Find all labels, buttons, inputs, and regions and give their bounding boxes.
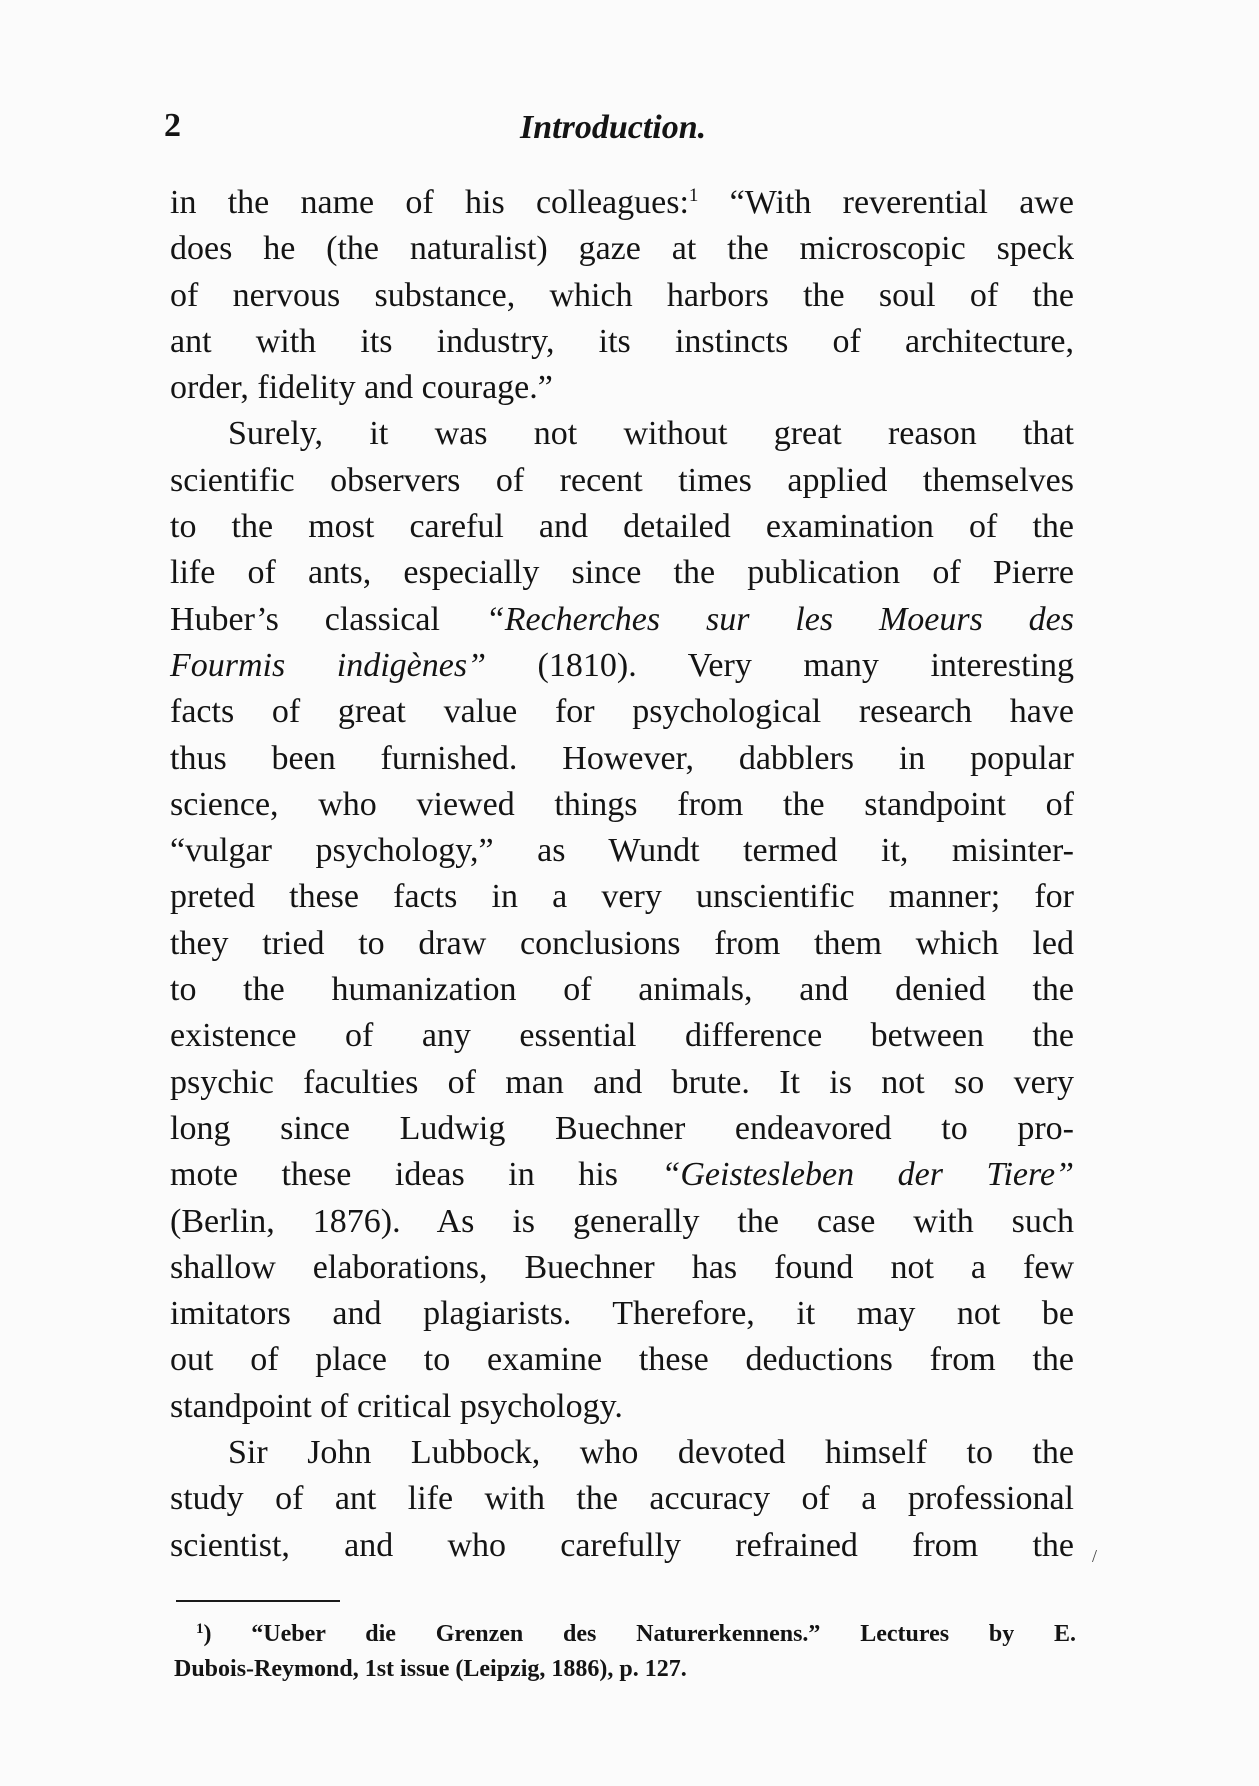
text-line-21: long since Ludwig Buechner endeavored to pro-: [170, 1109, 1074, 1147]
text-line-9: life of ants, especially since the publication of Pierre: [170, 554, 1074, 592]
footnote-marker: 1: [196, 1621, 204, 1637]
text-line-14: science, who viewed things from the standpoint of: [170, 785, 1074, 823]
margin-mark: /: [1092, 1546, 1098, 1566]
text-line-7: scientific observers of recent times applied themselves: [170, 461, 1074, 499]
text-line-10: Huber’s classical “Recherches sur les Moeurs des: [170, 600, 1074, 638]
footnote-line-2: Dubois-Reymond, 1st issue (Leipzig, 1886), p. 127.: [174, 1656, 687, 1682]
book-title-italic: “Recherches sur les Moeurs des: [485, 600, 1074, 638]
text-line-15: “vulgar psychology,” as Wundt termed it, misinter-: [170, 832, 1074, 870]
text-line-22: mote these ideas in his “Geistesleben der Tiere”: [170, 1156, 1074, 1194]
footnote-line-1: $^1$) “Ueber die Grenzen des Naturerkennens.” Lectures by E.: [196, 1621, 1076, 1647]
text-line-8: to the most careful and detailed examination of the: [170, 508, 1074, 546]
text-line-1: in the name of his colleagues:$^1$ “With reverential awe: [170, 184, 1075, 221]
text-line-3: of nervous substance, which harbors the soul of the: [170, 276, 1074, 314]
text-line-12: facts of great value for psychological research have: [170, 693, 1074, 731]
running-title: Introduction.: [520, 109, 707, 146]
footnotes: [174, 1617, 1076, 1687]
text-line-26: out of place to examine these deductions from the: [170, 1341, 1074, 1379]
text-line-24: shallow elaborations, Buechner has found not a few: [170, 1248, 1074, 1286]
text-line-20: psychic faculties of man and brute. It is not so very: [170, 1063, 1074, 1101]
text-line-17: they tried to draw conclusions from them which led: [170, 924, 1074, 962]
text-line-27: standpoint of critical psychology.: [170, 1387, 623, 1425]
text-line-2: does he (the naturalist) gaze at the microscopic speck: [170, 230, 1074, 268]
text-line-30: scientist, and who carefully refrained from the: [170, 1526, 1074, 1564]
text-line-25: imitators and plagiarists. Therefore, it may not be: [170, 1295, 1074, 1333]
footnote-divider: [176, 1600, 340, 1602]
footnote-reference[interactable]: 1: [688, 185, 699, 206]
book-title-italic: Fourmis indigènes”: [170, 646, 486, 684]
text-line-16: preted these facts in a very unscientific manner; for: [170, 878, 1074, 916]
page-number: 2: [164, 107, 181, 144]
text-line-13: thus been furnished. However, dabblers in popular: [170, 739, 1074, 777]
text-line-28: Sir John Lubbock, who devoted himself to the: [228, 1434, 1074, 1472]
text-line-19: existence of any essential difference between the: [170, 1017, 1074, 1055]
book-title-italic: “Geistesleben der Tiere”: [661, 1156, 1074, 1194]
text-line-18: to the humanization of animals, and denied the: [170, 971, 1074, 1009]
text-line-5: order, fidelity and courage.”: [170, 369, 553, 407]
text-line-6: Surely, it was not without great reason that: [228, 415, 1074, 453]
text-line-4: ant with its industry, its instincts of architecture,: [170, 322, 1074, 360]
text-line-11: Fourmis indigènes” (1810). Very many interesting: [170, 646, 1074, 684]
text-line-29: study of ant life with the accuracy of a professional: [170, 1480, 1074, 1518]
body-text: [170, 180, 1074, 1569]
text-line-23: (Berlin, 1876). As is generally the case with such: [170, 1202, 1074, 1240]
